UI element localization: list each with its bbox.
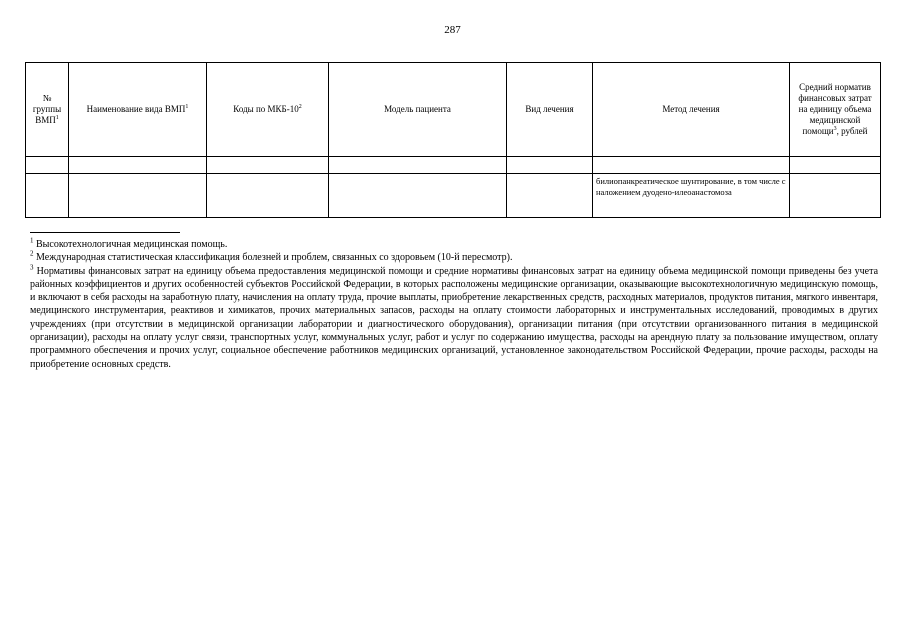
footnote-1: [30, 238, 878, 251]
table-header-row: [26, 63, 881, 157]
vmp-table: [25, 62, 881, 218]
footnote-mark: 2: [30, 249, 34, 258]
header-icd10-codes: Коды по МКБ-$10^2$: [207, 63, 329, 157]
footnote-3: [30, 265, 878, 371]
table-row: [26, 174, 881, 218]
footnote-text: Нормативы финансовых затрат на единицу объема предоставления медицинской помощи и средние нормативы финансовых затрат на единицу объема медицинской помощи приведены без учета районных коэффициентов и других особенностей субъектов Российской Федерации, в которых расположены медицинские организации, оказывающие высокотехнологичную медицинскую помощь, и включают в себя расходы на заработную плату, начисления на оплату труда, прочие выплаты, приобретение лекарственных средств, расходных материалов, продуктов питания, мягкого инвентаря, медицинского инструментария, реактивов и химикатов, прочих материальных запасов, расходы на оплату стоимости лабораторных и инструментальных исследований, проводимых в других учреждениях (при отсутствии в медицинской организации лаборатории и диагностического оборудования), организации питания (при отсутствии организованного питания в медицинской организации), расходы на оплату услуг связи, транспортных услуг, коммунальных услуг, работ и услуг по содержанию имущества, расходы на арендную плату за пользование имуществом, оплату программного обеспечения и прочих услуг, социальное обеспечение работников медицинских организаций, установленное законодательством Российской Федерации, прочие расходы, расходы на приобретение основных средств.: [30, 265, 879, 370]
treatment-method-cell: билиопанкреатическое шунтирование, в том числе с наложением дуодено-илеоанастомоза: [593, 174, 790, 218]
header-treatment-method: Метод лечения: [593, 63, 790, 157]
footnotes: [30, 238, 878, 371]
table-cell: [26, 157, 69, 174]
page-number: 287: [444, 24, 461, 36]
table-row: [26, 157, 881, 174]
table-cell: [507, 157, 593, 174]
table-cell: [507, 174, 593, 218]
table-cell: [790, 174, 881, 218]
table-cell: [790, 157, 881, 174]
header-patient-model: Модель пациента: [329, 63, 507, 157]
footnote-text: Высокотехнологичная медицинская помощь.: [36, 239, 228, 250]
header-treatment-type: Вид лечения: [507, 63, 593, 157]
table-cell: [329, 174, 507, 218]
footnote-mark: 1: [30, 236, 34, 245]
footnote-mark: 3: [30, 263, 34, 272]
table-cell: [69, 157, 207, 174]
table-cell: [207, 174, 329, 218]
footnote-separator: [30, 232, 180, 233]
table-cell: [593, 157, 790, 174]
footnote-2: [30, 251, 878, 264]
header-average-cost: Средний норматив финансовых затрат на единицу объема медицинской помощи$^3$, рублей: [790, 63, 881, 157]
table-cell: [69, 174, 207, 218]
table-cell: [26, 174, 69, 218]
header-vmp-name: Наименование вида ВМП$^1$: [69, 63, 207, 157]
footnote-text: Международная статистическая классификация болезней и проблем, связанных со здоровьем (10-й пересмотр).: [36, 252, 513, 264]
header-group-number: № группы ВМП$^1$: [26, 63, 69, 157]
table-cell: [207, 157, 329, 174]
table-cell: [329, 157, 507, 174]
